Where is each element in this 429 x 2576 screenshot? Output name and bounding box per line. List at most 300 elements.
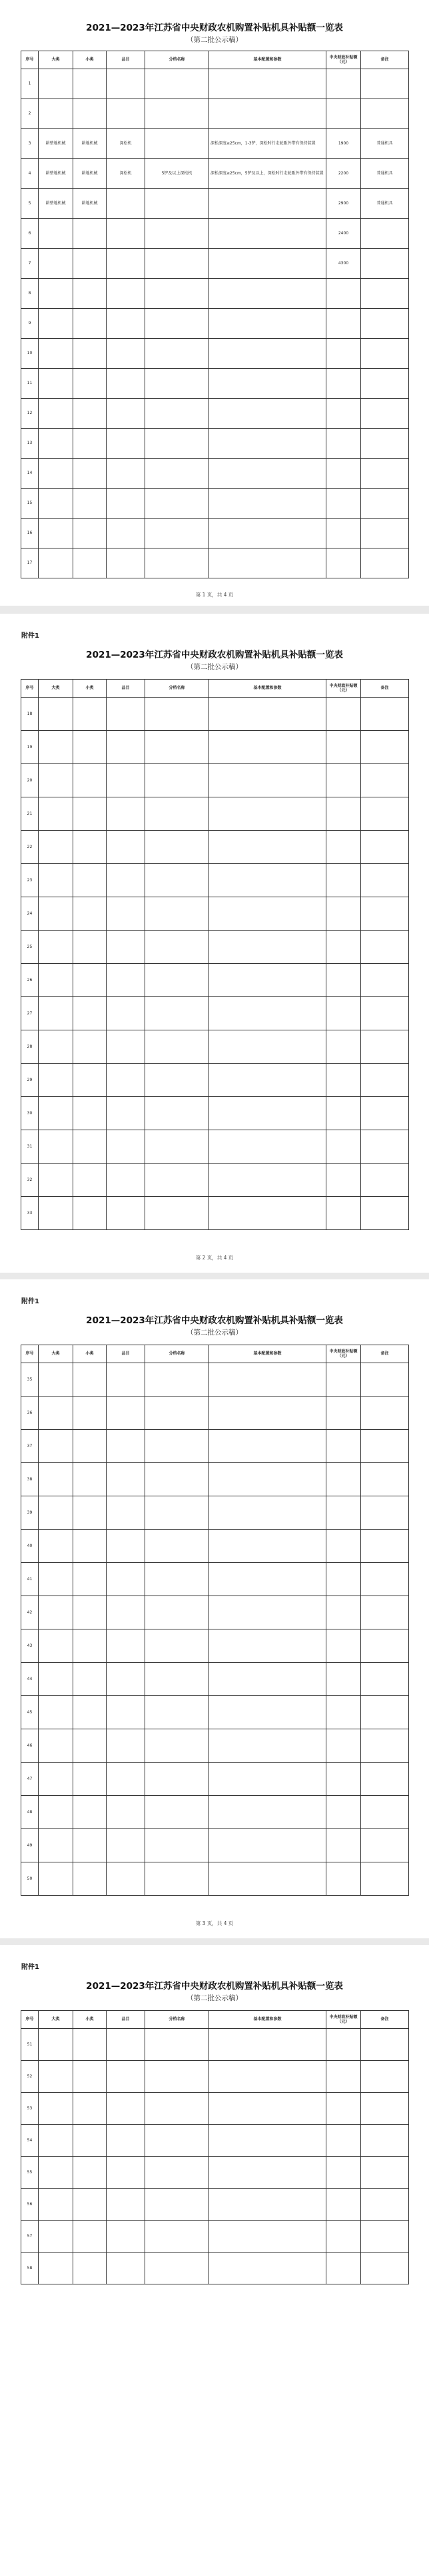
table-cell [39,69,73,99]
subsidy-table [21,679,409,1230]
table-cell [73,2093,107,2125]
table-cell [145,399,209,429]
table-cell: 2400 [326,219,361,249]
table-cell [73,2029,107,2061]
table-cell [73,309,107,339]
table-cell [107,1663,145,1696]
table-cell [145,1396,209,1430]
table-row [21,1629,409,1663]
document-page [0,0,429,606]
page-footer: 第 3 页，共 4 页 [195,1920,234,1926]
table-cell [326,1629,361,1663]
table-cell [209,2189,326,2221]
table-cell [209,1064,326,1097]
table-cell [209,99,326,129]
table-cell [73,1663,107,1696]
table-cell: 7 [21,249,39,279]
table-row [21,339,409,369]
table-cell [145,2253,209,2284]
table-cell [209,1696,326,1729]
table-cell [209,1363,326,1396]
table-cell [107,1164,145,1197]
table-cell [73,1496,107,1530]
table-row [21,2189,409,2221]
document-page [0,614,429,1273]
table-cell [361,797,409,831]
table-cell [326,1130,361,1164]
table-cell [326,1030,361,1064]
table-cell [145,1663,209,1696]
table-cell: 19 [21,731,39,764]
table-cell [39,249,73,279]
page-footer: 第 1 页，共 4 页 [195,592,234,598]
table-cell: 1900 [326,129,361,159]
table-cell [107,997,145,1030]
table-cell [73,764,107,797]
table-cell [361,429,409,459]
document-page [0,1279,429,1938]
table-cell [145,1563,209,1596]
table-cell [326,489,361,519]
table-row [21,279,409,309]
table-cell [361,864,409,897]
table-cell [73,2221,107,2253]
table-cell [209,1796,326,1829]
table-cell [145,519,209,548]
table-cell [326,864,361,897]
table-row [21,764,409,797]
table-cell [145,1064,209,1097]
table-cell [107,459,145,489]
table-cell [145,1629,209,1663]
table-cell [209,1396,326,1430]
table-cell: 29 [21,1064,39,1097]
table-cell [39,99,73,129]
table-cell [145,1729,209,1763]
table-cell [107,964,145,997]
page-title: 2021—2023年江苏省中央财政农机购置补贴机具补贴额一览表 [86,1315,343,1326]
table-cell [326,1729,361,1763]
table-cell: 38 [21,1463,39,1496]
table-cell: 8 [21,279,39,309]
table-row [21,731,409,764]
table-cell [145,1030,209,1064]
table-cell [39,459,73,489]
table-cell: 4 [21,159,39,189]
table-cell [107,1396,145,1430]
table-cell [73,864,107,897]
table-cell [39,797,73,831]
table-cell: 40 [21,1530,39,1563]
column-header: 分档名称 [145,51,209,69]
table-cell [73,1763,107,1796]
table-cell [39,2157,73,2189]
column-header: 备注 [361,51,409,69]
table-cell: 耕整地机械 [39,129,73,159]
table-cell [209,1729,326,1763]
table-row [21,2253,409,2284]
table-row [21,1763,409,1796]
table-cell [145,1696,209,1729]
table-cell [73,797,107,831]
table-cell [39,1629,73,1663]
table-cell [326,1663,361,1696]
table-cell [107,399,145,429]
table-cell [209,1496,326,1530]
table-cell [361,2125,409,2157]
table-cell: 普通机具 [361,189,409,219]
table-cell [39,2061,73,2093]
table-cell [145,1596,209,1629]
table-row [21,797,409,831]
table-cell [107,2061,145,2093]
table-cell [326,2029,361,2061]
table-cell [39,369,73,399]
column-header: 品目 [107,1345,145,1363]
table-row [21,997,409,1030]
table-cell: 23 [21,864,39,897]
table-cell [39,1829,73,1862]
table-cell: 53 [21,2093,39,2125]
table-cell [361,1563,409,1596]
table-cell [73,2125,107,2157]
table-cell [73,897,107,931]
table-cell [39,731,73,764]
page-subtitle: （第二批公示稿） [187,36,242,44]
table-cell [107,249,145,279]
table-cell [107,1463,145,1496]
table-cell [73,1463,107,1496]
table-cell [209,1829,326,1862]
column-header: 序号 [21,1345,39,1363]
table-cell [107,1629,145,1663]
table-row [21,2093,409,2125]
table-cell [39,2189,73,2221]
table-cell: 32 [21,1164,39,1197]
table-cell [39,1463,73,1496]
table-cell [107,279,145,309]
table-cell [39,1696,73,1729]
table-cell [145,1097,209,1130]
table-cell [209,2061,326,2093]
table-cell [39,1729,73,1763]
table-cell [107,1130,145,1164]
table-cell: 普通机具 [361,159,409,189]
table-cell [39,219,73,249]
table-row [21,864,409,897]
table-cell [73,2061,107,2093]
table-cell [209,698,326,731]
column-header: 品目 [107,51,145,69]
table-cell [145,309,209,339]
table-cell [107,831,145,864]
table-cell: 26 [21,964,39,997]
table-cell [73,1197,107,1230]
table-cell [73,1829,107,1862]
table-cell [326,369,361,399]
table-cell: 耕地机械 [73,189,107,219]
table-cell [326,1496,361,1530]
table-cell [361,1696,409,1729]
attachment-label: 附件1 [21,1298,39,1305]
table-cell [107,1064,145,1097]
table-cell: 48 [21,1796,39,1829]
column-header: 基本配置和参数 [209,1345,326,1363]
table-row [21,1596,409,1629]
table-cell [145,731,209,764]
table-cell [107,2093,145,2125]
table-cell [107,189,145,219]
table-cell [39,1496,73,1530]
table-cell [145,1862,209,1896]
table-cell [209,249,326,279]
column-header: 基本配置和参数 [209,680,326,698]
table-cell [73,1796,107,1829]
table-cell [209,459,326,489]
table-cell [361,1130,409,1164]
table-cell [361,279,409,309]
table-row [21,1496,409,1530]
page-title: 2021—2023年江苏省中央财政农机购置补贴机具补贴额一览表 [86,1981,343,1992]
table-cell [73,1530,107,1563]
attachment-label: 附件1 [21,632,39,640]
table-row [21,2221,409,2253]
table-row [21,459,409,489]
table-cell [361,2157,409,2189]
table-cell: 47 [21,1763,39,1796]
table-cell [73,99,107,129]
table-cell [145,99,209,129]
table-cell [361,831,409,864]
table-cell [326,1796,361,1829]
table-cell [39,2029,73,2061]
column-header: 大类 [39,680,73,698]
table-row [21,1796,409,1829]
table-cell: 50 [21,1862,39,1896]
table-cell [107,797,145,831]
table-cell [326,519,361,548]
table-header-row [21,1345,409,1363]
table-row [21,1097,409,1130]
table-cell [107,1496,145,1530]
table-cell [145,1763,209,1796]
attachment-label: 附件1 [21,1964,39,1971]
table-cell: 31 [21,1130,39,1164]
table-cell [361,339,409,369]
table-cell [326,429,361,459]
column-header: 品目 [107,680,145,698]
table-cell [73,219,107,249]
table-cell [326,1829,361,1862]
document-page [0,1945,429,2576]
table-cell [361,1796,409,1829]
table-cell [326,1763,361,1796]
table-cell [73,1064,107,1097]
table-cell [145,1164,209,1197]
table-cell [73,1862,107,1896]
table-cell [326,1396,361,1430]
table-cell [361,1430,409,1463]
table-cell: 28 [21,1030,39,1064]
table-cell [107,489,145,519]
table-cell [73,931,107,964]
table-cell [361,309,409,339]
table-row [21,159,409,189]
table-cell [361,1396,409,1430]
table-cell [107,2029,145,2061]
table-cell [326,831,361,864]
column-header: 分档名称 [145,1345,209,1363]
table-cell [107,2125,145,2157]
table-cell: 耕地机械 [73,129,107,159]
table-cell [326,731,361,764]
table-cell [107,219,145,249]
table-cell [145,1197,209,1230]
table-row [21,1696,409,1729]
table-cell [361,2061,409,2093]
table-cell [39,2125,73,2157]
table-cell [145,831,209,864]
table-cell [361,1763,409,1796]
table-cell [209,309,326,339]
table-cell [107,1829,145,1862]
table-cell [145,1796,209,1829]
table-cell [361,1530,409,1563]
table-cell: 1 [21,69,39,99]
table-cell [361,548,409,578]
column-header: 大类 [39,2011,73,2029]
table-cell [107,2157,145,2189]
column-header: 大类 [39,51,73,69]
table-cell [145,189,209,219]
table-cell [326,931,361,964]
table-cell [209,1663,326,1696]
table-cell [361,1064,409,1097]
table-cell [209,1862,326,1896]
table-cell [209,339,326,369]
table-cell [107,1729,145,1763]
table-cell [209,1629,326,1663]
table-cell [107,1530,145,1563]
table-cell [39,1064,73,1097]
table-cell [73,1030,107,1064]
table-cell [107,2253,145,2284]
table-cell: 41 [21,1563,39,1596]
table-cell [361,1862,409,1896]
table-cell [145,931,209,964]
table-cell: 43 [21,1629,39,1663]
table-cell [209,797,326,831]
table-row [21,129,409,159]
table-cell: 22 [21,831,39,864]
table-cell: 24 [21,897,39,931]
column-header: 分档名称 [145,680,209,698]
table-cell [326,2189,361,2221]
table-cell [326,279,361,309]
table-cell [107,764,145,797]
table-cell [107,69,145,99]
table-cell [209,1097,326,1130]
table-cell [209,548,326,578]
table-cell [73,1696,107,1729]
table-row [21,1729,409,1763]
table-cell [145,1363,209,1396]
table-cell [39,548,73,578]
table-cell [361,764,409,797]
table-cell: 耕整地机械 [39,189,73,219]
table-cell: 20 [21,764,39,797]
table-cell [107,339,145,369]
table-cell: 2900 [326,189,361,219]
table-cell: 耕地机械 [73,159,107,189]
table-cell [107,369,145,399]
table-cell [145,997,209,1030]
table-cell: 18 [21,698,39,731]
table-cell [326,69,361,99]
table-cell [39,1030,73,1064]
table-cell [39,2253,73,2284]
table-cell: 37 [21,1430,39,1463]
page-subtitle: （第二批公示稿） [187,1329,242,1337]
table-cell [39,1130,73,1164]
table-cell [73,1363,107,1396]
table-cell [107,519,145,548]
table-row [21,99,409,129]
table-cell [209,369,326,399]
table-cell [39,1430,73,1463]
table-cell [361,249,409,279]
table-cell [209,931,326,964]
table-cell [326,1363,361,1396]
table-cell [145,369,209,399]
table-cell [361,69,409,99]
table-cell [73,1396,107,1430]
table-header-row [21,680,409,698]
column-header: 序号 [21,51,39,69]
table-header-row [21,51,409,69]
table-row [21,69,409,99]
column-header: 品目 [107,2011,145,2029]
table-cell [73,1729,107,1763]
table-row [21,1396,409,1430]
table-cell [145,1530,209,1563]
table-cell [361,1829,409,1862]
column-header: 大类 [39,1345,73,1363]
table-cell [209,1530,326,1563]
table-cell [326,997,361,1030]
table-cell [361,459,409,489]
table-row [21,219,409,249]
table-row [21,548,409,578]
table-cell [361,731,409,764]
table-cell [39,1862,73,1896]
table-cell: 4300 [326,249,361,279]
page-subtitle: （第二批公示稿） [187,663,242,671]
table-cell [107,2221,145,2253]
table-row [21,698,409,731]
table-cell [73,698,107,731]
table-cell: 15 [21,489,39,519]
table-cell [326,399,361,429]
table-cell [145,2125,209,2157]
table-cell [361,1463,409,1496]
table-cell [107,309,145,339]
table-cell [361,1363,409,1396]
table-cell [361,219,409,249]
table-cell [361,1164,409,1197]
table-cell [107,2189,145,2221]
table-cell [145,964,209,997]
